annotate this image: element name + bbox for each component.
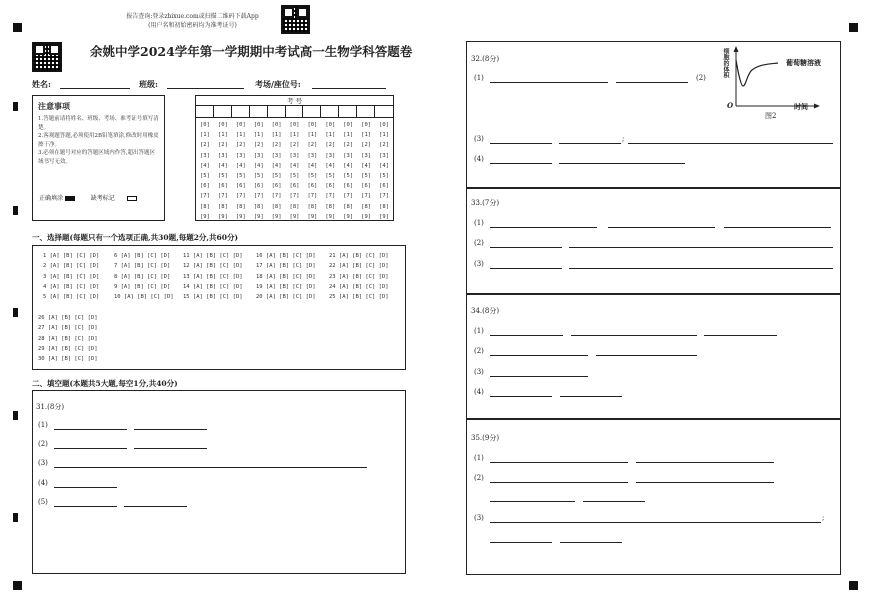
side-mark <box>13 206 18 215</box>
exam-id-bubble[interactable]: [3] <box>325 152 336 159</box>
exam-id-bubble[interactable]: [4] <box>271 162 282 169</box>
q35-head: 35.(9分) <box>471 434 500 442</box>
q34-box <box>466 294 841 419</box>
side-mark <box>13 308 18 317</box>
exam-id-bubble[interactable]: [1] <box>199 132 210 139</box>
exam-id-bubble[interactable]: [0] <box>289 122 300 128</box>
exam-id-bubble[interactable]: [2] <box>379 142 389 149</box>
exam-id-bubble[interactable]: [0] <box>307 122 318 128</box>
exam-id-bubble[interactable]: [1] <box>271 132 282 139</box>
exam-id-bubble[interactable]: [6] <box>325 183 336 190</box>
q34-part1-label: (1) <box>474 327 484 335</box>
figure-origin: O <box>727 101 734 110</box>
exam-id-bubble[interactable]: [2] <box>361 142 372 149</box>
choice-item[interactable]: 6 [A] [B] [C] [D] <box>114 253 171 259</box>
choice-col-5 <box>329 251 389 302</box>
choice-item[interactable]: 2 [A] [B] [C] [D] <box>43 263 100 270</box>
report-note-line1: 报告查询:登录zhixue.com或扫描二维码下载App <box>126 13 259 20</box>
exam-id-bubble[interactable]: [3] <box>361 152 372 159</box>
exam-id-bubble[interactable]: [6] <box>361 183 372 190</box>
exam-id-bubble[interactable]: [6] <box>253 183 264 190</box>
exam-id-bubble[interactable]: [3] <box>307 152 318 159</box>
exam-id-bubble[interactable]: [8] <box>307 203 318 210</box>
exam-id-bubble[interactable]: [8] <box>235 203 246 210</box>
exam-id-bubble[interactable]: [5] <box>361 173 372 180</box>
exam-id-bubble[interactable]: [1] <box>235 132 246 139</box>
exam-id-bubble[interactable]: [8] <box>217 203 228 210</box>
q34-part3-label: (3) <box>474 368 484 376</box>
choice-col-4 <box>256 251 316 302</box>
q32-p1-blank1[interactable] <box>490 82 608 83</box>
exam-id-bubble[interactable]: [0] <box>343 122 354 128</box>
q33-p1-blank1[interactable] <box>490 227 597 228</box>
exam-id-bubble[interactable]: [8] <box>199 203 210 210</box>
section2-title: 二、填空题(本题共5大题,每空1分,共40分) <box>32 379 178 388</box>
exam-id-bubble[interactable]: [7] <box>289 193 300 200</box>
q34-p2-blank2[interactable] <box>596 355 697 356</box>
q35-p2-blank1[interactable] <box>490 482 628 483</box>
exam-id-bubble[interactable]: [4] <box>235 162 246 169</box>
exam-id-bubble[interactable]: [5] <box>271 173 282 180</box>
exam-id-bubble[interactable]: [2] <box>253 142 264 149</box>
exam-id-bubble[interactable]: [5] <box>325 173 336 180</box>
q31-part4-label: (4) <box>38 479 48 487</box>
q32-p1-blank2[interactable] <box>616 82 688 83</box>
exam-id-bubble[interactable]: [0] <box>325 122 336 128</box>
qr-code-top <box>281 5 310 34</box>
q33-head: 33.(7分) <box>471 199 500 207</box>
exam-id-bubble[interactable]: [0] <box>253 122 264 128</box>
choice-item[interactable]: 28 [A] [B] [C] [D] <box>38 335 98 342</box>
exam-id-bubble[interactable]: [0] <box>379 122 389 128</box>
exam-id-bubble[interactable]: [3] <box>271 152 282 159</box>
exam-id-bubbles <box>196 120 393 222</box>
seat-label: 考场/座位号: <box>255 79 301 89</box>
exam-id-bubble[interactable]: [4] <box>361 162 372 169</box>
q32-part4-label: (4) <box>474 155 484 163</box>
exam-id-bubble[interactable]: [4] <box>325 162 336 169</box>
exam-id-bubble[interactable]: [5] <box>217 173 228 180</box>
q33-part2-label: (2) <box>474 239 484 247</box>
exam-id-bubble[interactable]: [9] <box>343 213 354 220</box>
q35-p2-blank3[interactable] <box>490 501 575 502</box>
exam-id-bubble[interactable]: [2] <box>343 142 354 149</box>
exam-id-bubble[interactable]: [5] <box>235 173 246 180</box>
correct-fill-example <box>65 196 75 201</box>
exam-id-bubble[interactable]: [0] <box>361 122 372 128</box>
exam-id-bubble[interactable]: [7] <box>199 193 210 200</box>
exam-id-bubble[interactable]: [3] <box>235 152 246 159</box>
q32-p3-blank2[interactable] <box>559 143 621 144</box>
choice-item[interactable]: 27 [A] [B] [C] [D] <box>38 325 98 332</box>
q34-p1-blank2[interactable] <box>571 335 697 336</box>
exam-id-bubble[interactable]: [5] <box>379 173 389 180</box>
q35-p3-blank3[interactable] <box>560 542 622 543</box>
notice-title: 注意事项 <box>38 101 70 111</box>
figure-y-label: 细胞的体积 <box>722 48 729 78</box>
choice-item[interactable]: 8 [A] [B] [C] [D] <box>114 273 171 280</box>
figure-y-arrow <box>734 46 739 52</box>
q32-part3-label: (3) <box>474 135 484 143</box>
exam-id-bubble[interactable]: [0] <box>271 122 282 128</box>
corner-mark-bl <box>13 581 22 590</box>
exam-id-bubble[interactable]: [1] <box>379 132 389 139</box>
q31-p4-blank1[interactable] <box>54 487 117 488</box>
exam-id-bubble[interactable]: [6] <box>235 183 246 190</box>
q33-p2-blank2[interactable] <box>569 247 833 248</box>
q35-part2-label: (2) <box>474 474 484 482</box>
q32-p3-blank3[interactable] <box>628 143 833 144</box>
class-label: 班级: <box>139 79 158 89</box>
side-mark <box>13 102 18 111</box>
report-note <box>120 12 265 30</box>
exam-id-bubble[interactable]: [9] <box>361 213 372 220</box>
q33-p1-blank3[interactable] <box>724 227 831 228</box>
exam-id-bubble[interactable]: [4] <box>217 162 228 169</box>
qr-code-title <box>32 42 62 72</box>
q31-box <box>32 390 406 574</box>
q34-p2-blank1[interactable] <box>490 355 588 356</box>
exam-id-bubble[interactable]: [0] <box>217 122 228 128</box>
exam-id-bubble[interactable]: [0] <box>199 122 210 128</box>
q34-p4-blank1[interactable] <box>490 396 552 397</box>
choice-item[interactable]: 17 [A] [B] [C] [D] <box>256 263 316 270</box>
choice-item[interactable]: 4 [A] [B] [C] [D] <box>43 283 100 290</box>
exam-id-bubble[interactable]: [7] <box>307 193 318 200</box>
exam-id-bubble[interactable]: [9] <box>289 213 300 220</box>
q34-head: 34.(8分) <box>471 307 500 315</box>
q31-p1-blank1[interactable] <box>54 429 127 430</box>
page-title: 余姚中学2024学年第一学期期中考试高一生物学科答题卷 <box>90 44 413 59</box>
class-field[interactable] <box>167 88 244 89</box>
q33-part3-label: (3) <box>474 260 484 268</box>
q35-p2-blank4[interactable] <box>583 501 645 502</box>
q31-part2-label: (2) <box>38 440 48 448</box>
q32-part2-label: (2) <box>696 74 706 82</box>
corner-mark-br <box>849 581 858 590</box>
q31-p2-blank2[interactable] <box>134 448 207 449</box>
exam-id-bubble[interactable]: [6] <box>343 183 354 190</box>
choice-item[interactable]: 22 [A] [B] [C] [D] <box>329 263 389 270</box>
notice-item: 2.客观题答题,必须使用2B铅笔填涂,修改时用橡皮擦干净。 <box>38 133 159 148</box>
exam-id-bubble[interactable]: [9] <box>199 213 210 220</box>
figure-curve <box>736 60 778 86</box>
q34-p1-blank1[interactable] <box>490 335 563 336</box>
exam-id-bubble[interactable]: [3] <box>217 152 228 159</box>
choice-col-6 <box>38 313 98 364</box>
choice-item[interactable]: 5 [A] [B] [C] [D] <box>43 294 100 301</box>
correct-fill-label: 正确填涂 <box>39 195 64 202</box>
missing-mark-label: 缺考标记 <box>90 195 115 202</box>
exam-id-bubble[interactable]: [2] <box>307 142 318 149</box>
exam-id-bubble[interactable]: [9] <box>307 213 318 220</box>
choice-item[interactable]: 13 [A] [B] [C] [D] <box>183 273 243 280</box>
notice-box <box>32 95 165 221</box>
choice-item[interactable]: 15 [A] [B] [C] [D] <box>183 294 243 301</box>
notice-item: 1.答题前请将姓名、班级、考场、准考证号填写清楚。 <box>38 116 159 131</box>
figure-x-label: 时间 <box>794 102 808 111</box>
exam-id-bubble[interactable]: [6] <box>307 183 318 190</box>
exam-id-bubble[interactable]: [7] <box>235 193 246 200</box>
exam-id-bubble[interactable]: [2] <box>289 142 300 149</box>
figure-x-arrow <box>814 104 820 109</box>
exam-id-bubble[interactable]: [1] <box>325 132 336 139</box>
section1-title: 一、选择题(每题只有一个选项正确,共30题,每题2分,共60分) <box>32 233 239 242</box>
exam-id-bubble[interactable]: [9] <box>379 213 389 220</box>
exam-id-bubble[interactable]: [2] <box>217 142 228 149</box>
exam-id-bubble[interactable]: [2] <box>325 142 336 149</box>
name-label: 姓名: <box>32 79 51 89</box>
exam-id-bubble[interactable]: [8] <box>361 203 372 210</box>
exam-id-bubble[interactable]: [1] <box>217 132 228 139</box>
exam-id-bubble[interactable]: [9] <box>253 213 264 220</box>
q34-p3-blank1[interactable] <box>490 376 588 377</box>
exam-id-bubble[interactable]: [4] <box>307 162 318 169</box>
exam-id-bubble[interactable]: [6] <box>289 183 300 190</box>
q35-p1-blank2[interactable] <box>636 462 774 463</box>
exam-id-bubble[interactable]: [0] <box>235 122 246 128</box>
exam-id-bubble[interactable]: [4] <box>253 162 264 169</box>
exam-id-bubble[interactable]: [3] <box>343 152 354 159</box>
choice-item[interactable]: 14 [A] [B] [C] [D] <box>183 283 243 290</box>
choice-item[interactable]: 9 [A] [B] [C] [D] <box>114 283 171 290</box>
exam-id-bubble[interactable]: [2] <box>271 142 282 149</box>
choice-item[interactable]: 18 [A] [B] [C] [D] <box>256 273 316 280</box>
exam-id-bubble[interactable]: [3] <box>289 152 300 159</box>
choice-col-1 <box>43 251 99 302</box>
exam-id-bubble[interactable]: [1] <box>343 132 354 139</box>
exam-id-bubble[interactable]: [5] <box>253 173 264 180</box>
exam-id-bubble[interactable]: [7] <box>379 193 389 200</box>
exam-id-bubble[interactable]: [6] <box>379 183 389 190</box>
choice-item[interactable]: 29 [A] [B] [C] [D] <box>38 345 98 352</box>
exam-id-bubble[interactable]: [9] <box>325 213 336 220</box>
q34-p1-blank3[interactable] <box>704 335 777 336</box>
corner-mark-tr <box>849 23 858 32</box>
q31-p5-blank1[interactable] <box>54 506 117 507</box>
q35-part3-label: (3) <box>474 514 484 522</box>
exam-id-bubble[interactable]: [9] <box>271 213 282 220</box>
exam-id-bubble[interactable]: [7] <box>253 193 264 200</box>
q32-p4-blank2[interactable] <box>559 163 685 164</box>
corner-mark-tl <box>13 23 22 32</box>
exam-id-bubble[interactable]: [8] <box>343 203 354 210</box>
missing-mark-checkbox[interactable] <box>127 196 137 201</box>
exam-id-bubble[interactable]: [8] <box>253 203 264 210</box>
side-mark <box>13 411 18 420</box>
exam-id-bubble[interactable]: [9] <box>217 213 228 220</box>
q34-part4-label: (4) <box>474 388 484 396</box>
choice-item[interactable]: 24 [A] [B] [C] [D] <box>329 283 389 290</box>
choice-col-3 <box>183 251 243 302</box>
exam-id-bubble[interactable]: [5] <box>199 173 210 180</box>
choice-item[interactable]: 20 [A] [B] [C] [D] <box>256 294 316 301</box>
notice-item: 3.必须在题号对应的答题区域内作答,超出答题区域书写无效。 <box>38 150 155 165</box>
exam-id-bubble[interactable]: [8] <box>289 203 300 210</box>
exam-id-bubble[interactable]: [1] <box>361 132 372 139</box>
exam-id-bubble[interactable]: [3] <box>199 152 210 159</box>
choice-item[interactable]: 19 [A] [B] [C] [D] <box>256 283 316 290</box>
exam-id-bubble[interactable]: [5] <box>343 173 354 180</box>
q34-p4-blank2[interactable] <box>560 396 622 397</box>
q35-p1-blank1[interactable] <box>490 462 628 463</box>
figure-caption: 图2 <box>765 112 777 120</box>
q35-p3-blank2[interactable] <box>490 542 552 543</box>
choice-item[interactable]: 10 [A] [B] [C] [D] <box>114 294 174 301</box>
q34-part2-label: (2) <box>474 347 484 355</box>
choice-item[interactable]: 3 [A] [B] [C] [D] <box>43 273 100 280</box>
exam-id-bubble[interactable]: [7] <box>217 193 228 200</box>
q33-p2-blank1[interactable] <box>490 247 562 248</box>
choice-item[interactable]: 21 [A] [B] [C] [D] <box>329 253 389 259</box>
q31-p5-blank2[interactable] <box>124 506 187 507</box>
q32-p3-colon: ; <box>622 135 625 143</box>
q33-part1-label: (1) <box>474 219 484 227</box>
q35-p2-blank2[interactable] <box>636 482 774 483</box>
exam-id-bubble[interactable]: [1] <box>289 132 300 139</box>
choice-item[interactable]: 25 [A] [B] [C] [D] <box>329 294 389 301</box>
exam-id-bubble[interactable]: [4] <box>379 162 389 169</box>
q35-box <box>466 419 841 575</box>
exam-id-box <box>195 95 394 221</box>
q33-p3-blank1[interactable] <box>490 268 562 269</box>
exam-id-bubble[interactable]: [9] <box>235 213 246 220</box>
choice-item[interactable]: 1 [A] [B] [C] [D] <box>43 253 100 259</box>
exam-id-bubble[interactable]: [6] <box>271 183 282 190</box>
q35-p3-blank1[interactable] <box>490 522 821 523</box>
q32-p3-blank1[interactable] <box>490 143 552 144</box>
figure-curve-label: 葡萄糖溶液 <box>786 58 821 67</box>
q32-head: 32.(8分) <box>471 55 500 63</box>
exam-id-bubble[interactable]: [8] <box>271 203 282 210</box>
exam-id-bubble[interactable]: [8] <box>325 203 336 210</box>
exam-id-bubble[interactable]: [4] <box>289 162 300 169</box>
exam-id-bubble[interactable]: [6] <box>199 183 210 190</box>
q32-part1-label: (1) <box>474 74 484 82</box>
choice-item[interactable]: 11 [A] [B] [C] [D] <box>183 253 243 259</box>
exam-id-bubble[interactable]: [7] <box>271 193 282 200</box>
exam-id-bubble[interactable]: [2] <box>199 142 210 149</box>
q31-part3-label: (3) <box>38 459 48 467</box>
q31-head: 31.(8分) <box>36 403 65 411</box>
exam-id-bubble[interactable]: [4] <box>343 162 354 169</box>
choice-item[interactable]: 26 [A] [B] [C] [D] <box>38 315 98 321</box>
exam-id-bubble[interactable]: [7] <box>325 193 336 200</box>
exam-id-bubble[interactable]: [4] <box>199 162 210 169</box>
q35-part1-label: (1) <box>474 454 484 462</box>
exam-id-bubble[interactable]: [3] <box>379 152 389 159</box>
q35-p3-tail: ; <box>822 514 825 522</box>
choice-item[interactable]: 16 [A] [B] [C] [D] <box>256 253 316 259</box>
exam-id-bubble[interactable]: [7] <box>361 193 372 200</box>
exam-id-bubble[interactable]: [1] <box>253 132 264 139</box>
report-note-line2: (用户名和初始密码均为准考证号) <box>148 22 237 29</box>
choice-col-2 <box>114 251 174 302</box>
seat-field[interactable] <box>312 88 386 89</box>
q33-p3-blank2[interactable] <box>569 268 833 269</box>
q31-p2-blank1[interactable] <box>54 448 127 449</box>
exam-id-bubble[interactable]: [1] <box>307 132 318 139</box>
exam-id-bubble[interactable]: [5] <box>307 173 318 180</box>
q32-figure <box>716 42 840 122</box>
exam-id-bubble[interactable]: [5] <box>289 173 300 180</box>
exam-id-bubble[interactable]: [3] <box>253 152 264 159</box>
q31-part5-label: (5) <box>38 498 48 506</box>
choice-item[interactable]: 23 [A] [B] [C] [D] <box>329 273 389 280</box>
q33-box <box>466 188 841 294</box>
side-mark <box>13 513 18 522</box>
exam-id-bubble[interactable]: [2] <box>235 142 246 149</box>
exam-id-bubble[interactable]: [7] <box>343 193 354 200</box>
exam-id-bubble[interactable]: [6] <box>217 183 228 190</box>
q31-part1-label: (1) <box>38 421 48 429</box>
name-field[interactable] <box>60 88 130 89</box>
exam-id-label: 考 号 <box>196 96 393 106</box>
q32-p4-blank1[interactable] <box>490 163 552 164</box>
choice-item[interactable]: 7 [A] [B] [C] [D] <box>114 263 171 270</box>
exam-id-bubble[interactable]: [8] <box>379 203 389 210</box>
q33-p1-blank2[interactable] <box>608 227 715 228</box>
choice-item[interactable]: 30 [A] [B] [C] [D] <box>38 356 98 363</box>
q31-p3-blank1[interactable] <box>54 467 367 468</box>
q31-p1-blank2[interactable] <box>134 429 207 430</box>
choice-item[interactable]: 12 [A] [B] [C] [D] <box>183 263 243 270</box>
